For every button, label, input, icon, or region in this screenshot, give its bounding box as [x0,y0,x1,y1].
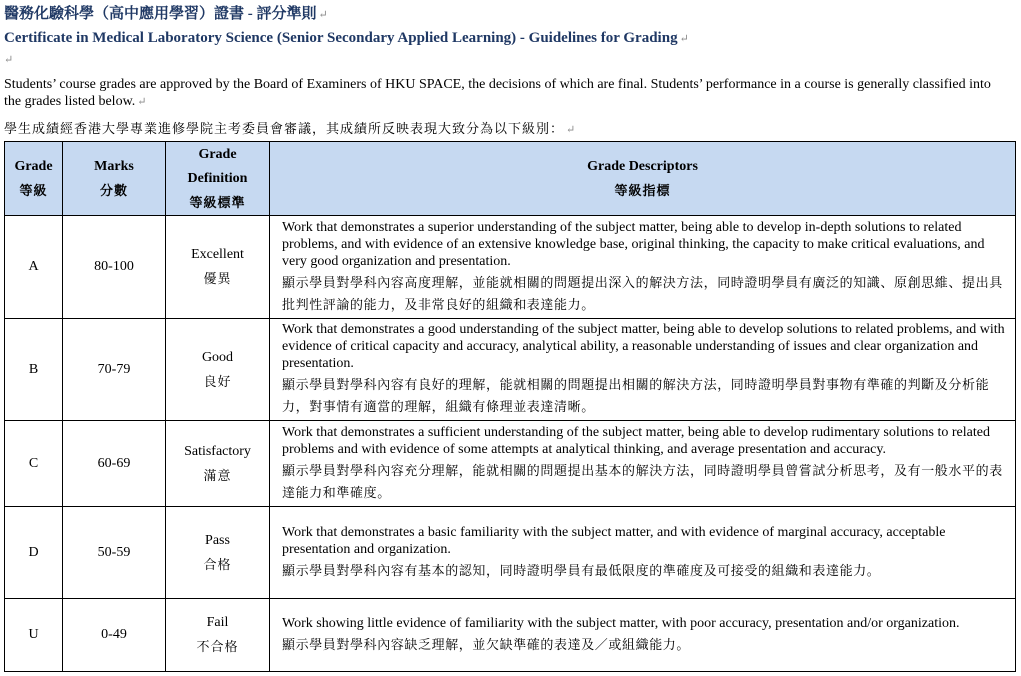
intro-paragraph-english: Students’ course grades are approved by the Board of Examiners of HKU SPACE, the decisions of which are final. Students’ performance in a course is generally classified into the grades listed below. ↵ [4,77,991,109]
descriptor-english: Work showing little evidence of familiarity with the subject matter, with poor accuracy, presentation and/or organization. [282,615,960,631]
definition-cell: Pass 合格 [166,507,270,599]
document-title-chinese: 醫務化驗科學（高中應用學習）證書 - 評分準則 ↵ [4,6,328,22]
marks-cell: 50-59 [63,507,166,599]
table-row [5,599,1016,672]
descriptor-chinese: 顯示學員對學科內容有良好的理解，能就相關的問題提出相關的解決方法，同時證明學員對事物有準確的判斷及分析能力，對事情有適當的理解，組織有條理並表達清晰。 [282,377,990,414]
table-header-row [5,142,1016,216]
header-grade-definition: Grade Definition 等級標準 [166,142,270,216]
descriptor-cell [270,216,1016,319]
paragraph-mark-icon: ↵ [137,96,147,108]
intro-paragraph-chinese: 學生成績經香港大學專業進修學院主考委員會審議，其成績所反映表現大致分為以下級別： ↵ [4,121,577,136]
grade-cell: U [5,599,63,672]
descriptor-cell [270,319,1016,421]
marks-cell: 0-49 [63,599,166,672]
descriptor-cell [270,421,1016,507]
descriptor-english: Work that demonstrates a sufficient understanding of the subject matter, being able to develop rudimentary solutions to related problems and with evidence of some attempts at analytical thinking, and average presentation and accuracy. [282,424,990,457]
table-row [5,319,1016,421]
grading-table [4,141,1016,672]
marks-cell: 80-100 [63,216,166,319]
descriptor-chinese: 顯示學員對學科內容缺乏理解，並欠缺準確的表達及／或組織能力。 [282,636,691,652]
descriptor-english: Work that demonstrates a superior understanding of the subject matter, being able to develop in-depth solutions to related problems, and with evidence of an extensive knowledge base, original thinking, the capacity to make critical evaluations, and very good organization and presentation. [282,219,985,269]
grade-cell: C [5,421,63,507]
paragraph-mark-icon: ↵ [318,9,328,21]
marks-cell: 70-79 [63,319,166,421]
paragraph-mark-icon: ↵ [4,54,14,66]
definition-cell: Satisfactory 滿意 [166,421,270,507]
descriptor-chinese: 顯示學員對學科內容高度理解，並能就相關的問題提出深入的解決方法，同時證明學員有廣泛的知識、原創思維、提出具批判性評論的能力，及非常良好的組織和表達能力。 [282,274,1003,312]
header-grade-descriptors: Grade Descriptors 等級指標 [270,142,1016,216]
descriptor-cell [270,599,1016,672]
descriptor-cell [270,507,1016,599]
definition-cell: Fail 不合格 [166,599,270,672]
definition-cell: Good 良好 [166,319,270,421]
descriptor-english: Work that demonstrates a good understanding of the subject matter, being able to develop solutions to related problems, and with evidence of critical capacity and accuracy, analytical ability, a reasonable understanding of issues and clear organization and presentation. [282,322,1005,371]
paragraph-mark-icon: ↵ [679,33,689,45]
descriptor-english: Work that demonstrates a basic familiarity with the subject matter, and with evidence of marginal accuracy, acceptable presentation and organization. [282,524,946,557]
header-marks: Marks 分數 [63,142,166,216]
table-row [5,216,1016,319]
grade-cell: A [5,216,63,319]
document-title-english: Certificate in Medical Laboratory Science (Senior Secondary Applied Learning) - Guidelines for Grading ↵ [4,30,689,46]
paragraph-mark-icon: ↵ [566,124,577,136]
marks-cell: 60-69 [63,421,166,507]
header-grade: Grade 等級 [5,142,63,216]
table-row [5,421,1016,507]
definition-cell: Excellent 優異 [166,216,270,319]
grade-cell: B [5,319,63,421]
table-row [5,507,1016,599]
descriptor-chinese: 顯示學員對學科內容有基本的認知，同時證明學員有最低限度的準確度及可接受的組織和表達能力。 [282,562,881,578]
grade-cell: D [5,507,63,599]
descriptor-chinese: 顯示學員對學科內容充分理解，能就相關的問題提出基本的解決方法，同時證明學員曾嘗試分析思考，及有一般水平的表達能力和準確度。 [282,462,1003,500]
